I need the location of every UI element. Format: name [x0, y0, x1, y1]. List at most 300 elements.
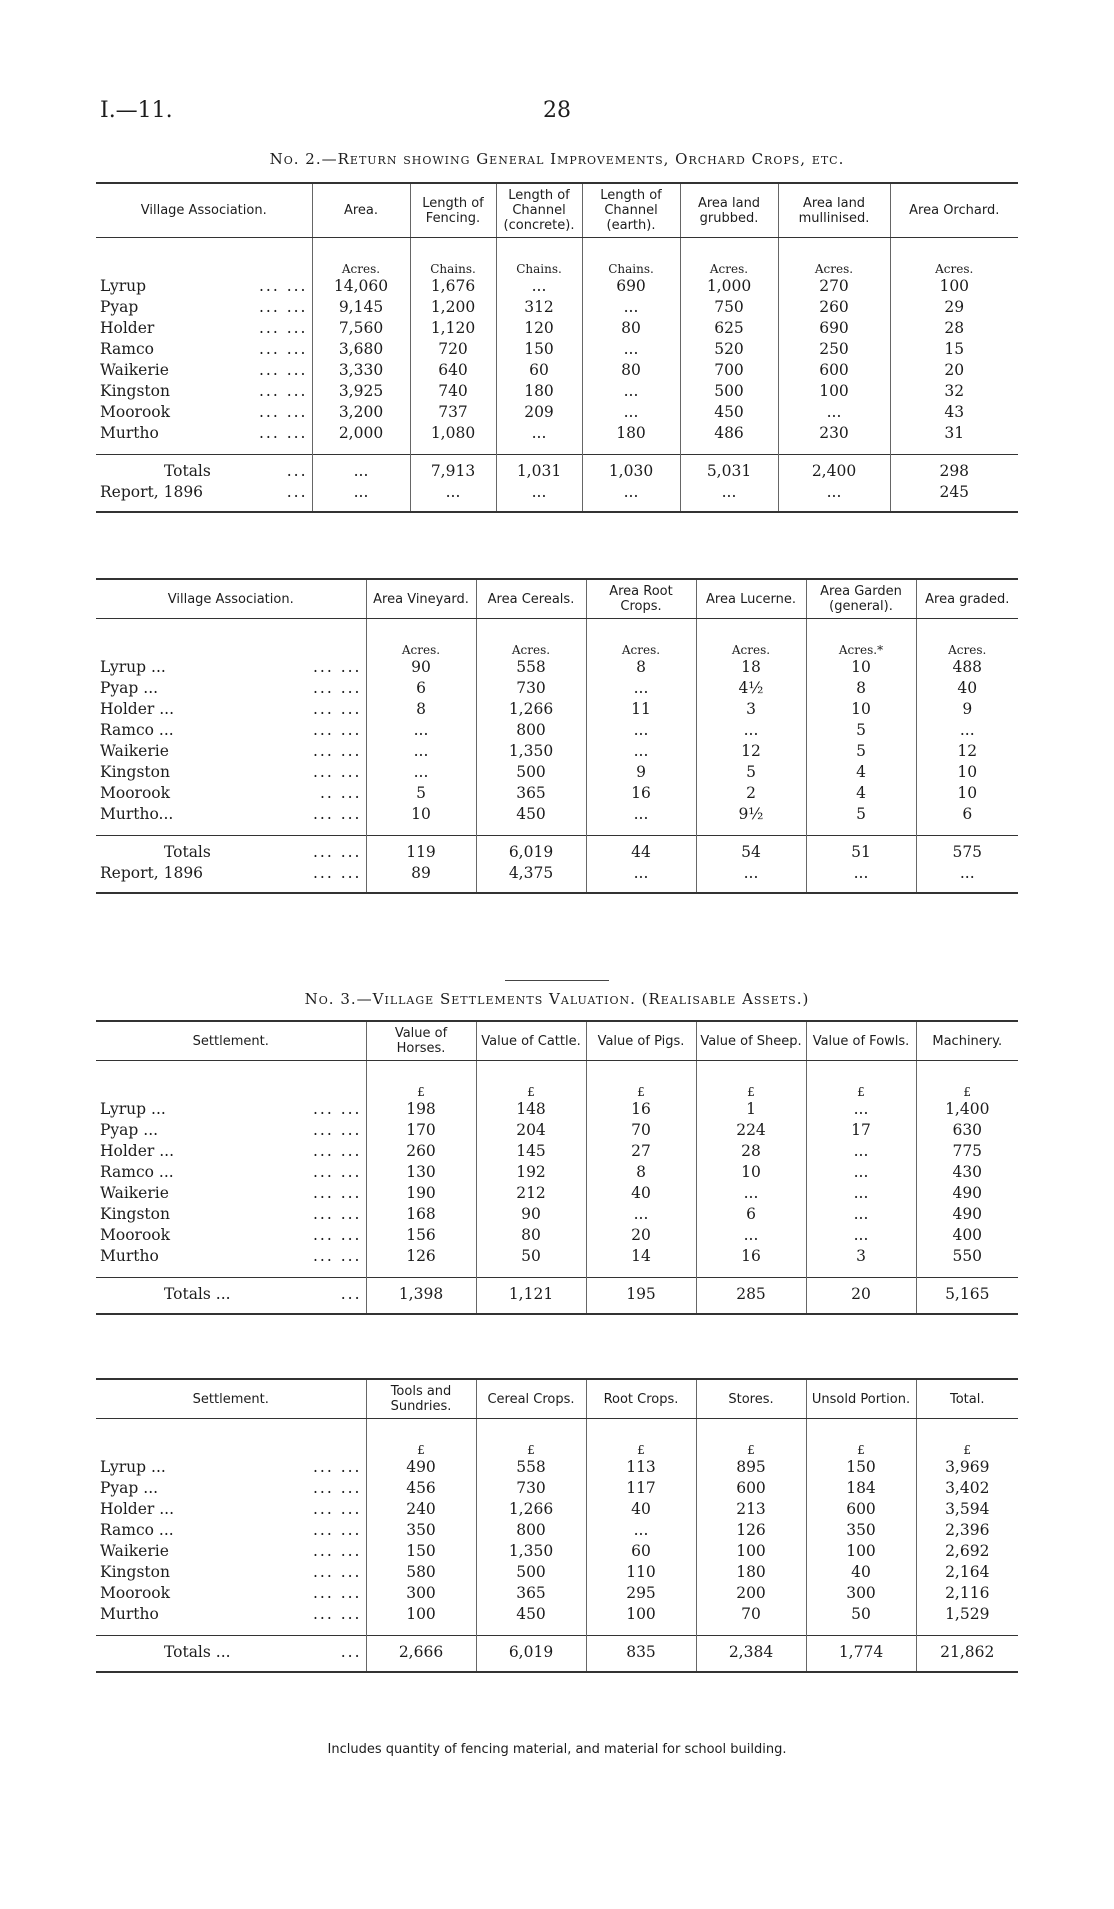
table-row — [96, 1520, 1018, 1541]
value-cell: 90 — [476, 1204, 586, 1225]
units-row — [96, 238, 1018, 277]
value-cell: 600 — [696, 1478, 806, 1499]
value-cell: 50 — [476, 1246, 586, 1278]
total-value-cell: 4,375 — [476, 863, 586, 893]
value-cell: 1,000 — [680, 276, 778, 297]
settlement-name: Moorook — [100, 1584, 170, 1602]
settlement-name: Holder ... — [100, 1500, 175, 1518]
value-cell: 9½ — [696, 804, 806, 836]
leader-dots: ... ... — [313, 1184, 362, 1202]
settlement-name: Ramco — [100, 340, 154, 358]
page-number: 28 — [543, 98, 571, 123]
value-cell: 150 — [806, 1457, 916, 1478]
settlement-name: Murtho... — [100, 805, 174, 823]
unit-cell: Acres. — [916, 619, 1018, 658]
row-label — [96, 1162, 366, 1183]
table-row — [96, 741, 1018, 762]
value-cell: 580 — [366, 1562, 476, 1583]
total-value-cell: 51 — [806, 836, 916, 864]
settlement-name: Kingston — [100, 763, 170, 781]
value-cell: 690 — [778, 318, 890, 339]
unit-cell: £ — [366, 1061, 476, 1100]
value-cell: 488 — [916, 657, 1018, 678]
value-cell: 224 — [696, 1120, 806, 1141]
row-label — [96, 455, 312, 483]
column-header: Area graded. — [916, 579, 1018, 619]
table-row — [96, 804, 1018, 836]
column-header: Settlement. — [96, 1021, 366, 1061]
row-label — [96, 1278, 366, 1315]
settlement-name: Holder ... — [100, 700, 175, 718]
value-cell: 130 — [366, 1162, 476, 1183]
value-cell: 40 — [586, 1499, 696, 1520]
value-cell: 5 — [806, 720, 916, 741]
value-cell: 720 — [410, 339, 496, 360]
value-cell: 70 — [586, 1120, 696, 1141]
row-label — [96, 423, 312, 455]
unit-cell: £ — [806, 1419, 916, 1458]
value-cell: 14,060 — [312, 276, 410, 297]
value-cell: 300 — [806, 1583, 916, 1604]
table-row — [96, 678, 1018, 699]
leader-dots: ... ... — [259, 403, 308, 421]
unit-cell: £ — [696, 1061, 806, 1100]
settlement-name: Moorook — [100, 784, 170, 802]
unit-cell: Acres.* — [806, 619, 916, 658]
leader-dots: ... ... — [259, 382, 308, 400]
unit-cell: £ — [806, 1061, 916, 1100]
row-label — [96, 297, 312, 318]
table-row — [96, 783, 1018, 804]
totals-label: Totals ... — [164, 1285, 231, 1303]
value-cell: 17 — [806, 1120, 916, 1141]
value-cell: 120 — [496, 318, 582, 339]
value-cell: 100 — [696, 1541, 806, 1562]
table-row — [96, 1141, 1018, 1162]
settlement-name: Ramco ... — [100, 721, 174, 739]
value-cell: 40 — [806, 1562, 916, 1583]
value-cell: 9 — [916, 699, 1018, 720]
value-cell: 490 — [366, 1457, 476, 1478]
total-value-cell: ... — [586, 863, 696, 893]
column-header: Length of Channel (concrete). — [496, 183, 582, 238]
value-cell: ... — [582, 339, 680, 360]
unit-cell: Acres. — [890, 238, 1018, 277]
leader-dots: ... ... — [313, 1247, 362, 1265]
total-value-cell: 1,031 — [496, 455, 582, 483]
value-cell: 11 — [586, 699, 696, 720]
value-cell: 750 — [680, 297, 778, 318]
value-cell: 80 — [582, 360, 680, 381]
table-row — [96, 402, 1018, 423]
row-label — [96, 1457, 366, 1478]
value-cell: 145 — [476, 1141, 586, 1162]
value-cell: 170 — [366, 1120, 476, 1141]
table-row — [96, 720, 1018, 741]
value-cell: 156 — [366, 1225, 476, 1246]
total-value-cell: 21,862 — [916, 1636, 1018, 1673]
value-cell: 3,594 — [916, 1499, 1018, 1520]
column-header: Area land mullinised. — [778, 183, 890, 238]
value-cell: 1,266 — [476, 699, 586, 720]
row-label — [96, 1562, 366, 1583]
row-label — [96, 1604, 366, 1636]
table-row — [96, 657, 1018, 678]
total-value-cell: 5,165 — [916, 1278, 1018, 1315]
total-value-cell: ... — [696, 863, 806, 893]
leader-dots: ... ... — [259, 340, 308, 358]
value-cell: 60 — [586, 1541, 696, 1562]
row-label — [96, 482, 312, 512]
unit-cell: Acres. — [696, 619, 806, 658]
value-cell: 630 — [916, 1120, 1018, 1141]
totals-row — [96, 482, 1018, 512]
value-cell: 10 — [806, 699, 916, 720]
value-cell: 4½ — [696, 678, 806, 699]
table-row — [96, 1562, 1018, 1583]
settlement-name: Lyrup ... — [100, 1100, 166, 1118]
value-cell: 3,969 — [916, 1457, 1018, 1478]
leader-dots: ... ... — [259, 319, 308, 337]
column-header: Stores. — [696, 1379, 806, 1419]
value-cell: 350 — [806, 1520, 916, 1541]
leader-dots: ... ... — [313, 843, 362, 861]
value-cell: 20 — [890, 360, 1018, 381]
value-cell: 730 — [476, 1478, 586, 1499]
total-value-cell: 6,019 — [476, 836, 586, 864]
column-header: Value of Fowls. — [806, 1021, 916, 1061]
section-divider — [505, 980, 609, 981]
table-row — [96, 1120, 1018, 1141]
header-row — [96, 183, 1018, 238]
value-cell: 365 — [476, 783, 586, 804]
total-value-cell: 1,030 — [582, 455, 680, 483]
row-label — [96, 381, 312, 402]
value-cell: 100 — [586, 1604, 696, 1636]
leader-dots: ... ... — [313, 700, 362, 718]
units-row — [96, 1061, 1018, 1100]
value-cell: 3,330 — [312, 360, 410, 381]
leader-dots: ... ... — [313, 1100, 362, 1118]
unit-cell: £ — [916, 1061, 1018, 1100]
table-row — [96, 1162, 1018, 1183]
value-cell: 5 — [696, 762, 806, 783]
value-cell: 690 — [582, 276, 680, 297]
value-cell: 2,396 — [916, 1520, 1018, 1541]
settlement-name: Holder — [100, 319, 155, 337]
unit-cell: Acres. — [680, 238, 778, 277]
value-cell: 558 — [476, 657, 586, 678]
leader-dots: ... ... — [313, 1205, 362, 1223]
value-cell: 12 — [916, 741, 1018, 762]
total-value-cell: ... — [312, 482, 410, 512]
totals-row — [96, 455, 1018, 483]
value-cell: 486 — [680, 423, 778, 455]
total-value-cell: 835 — [586, 1636, 696, 1673]
total-value-cell: ... — [410, 482, 496, 512]
section-2-title: No. 2.—Return showing General Improvements, Orchard Crops, etc. — [269, 150, 845, 168]
value-cell: 9,145 — [312, 297, 410, 318]
row-label — [96, 1120, 366, 1141]
value-cell: ... — [916, 720, 1018, 741]
leader-dots: ... ... — [313, 1500, 362, 1518]
row-label — [96, 783, 366, 804]
units-row — [96, 619, 1018, 658]
settlement-name: Kingston — [100, 382, 170, 400]
row-label — [96, 741, 366, 762]
value-cell: 1,400 — [916, 1099, 1018, 1120]
value-cell: 40 — [586, 1183, 696, 1204]
totals-row — [96, 1278, 1018, 1315]
value-cell: 150 — [366, 1541, 476, 1562]
value-cell: 148 — [476, 1099, 586, 1120]
value-cell: 625 — [680, 318, 778, 339]
row-label — [96, 863, 366, 893]
leader-dots: ... ... — [313, 658, 362, 676]
unit-cell: £ — [366, 1419, 476, 1458]
unit-cell: Chains. — [410, 238, 496, 277]
totals-label: Report, 1896 — [100, 483, 204, 501]
leader-dots: ... ... — [313, 1479, 362, 1497]
value-cell: 7,560 — [312, 318, 410, 339]
total-value-cell: 44 — [586, 836, 696, 864]
settlement-name: Murtho — [100, 1605, 159, 1623]
value-cell: 250 — [778, 339, 890, 360]
leader-dots: ... ... — [313, 721, 362, 739]
row-label — [96, 720, 366, 741]
value-cell: 12 — [696, 741, 806, 762]
value-cell: 10 — [916, 783, 1018, 804]
value-cell: 456 — [366, 1478, 476, 1499]
value-cell: 3 — [696, 699, 806, 720]
value-cell: 150 — [496, 339, 582, 360]
totals-label: Totals — [164, 462, 211, 480]
value-cell: 270 — [778, 276, 890, 297]
row-label — [96, 804, 366, 836]
value-cell: ... — [806, 1225, 916, 1246]
totals-label: Totals ... — [164, 1643, 231, 1661]
value-cell: ... — [586, 678, 696, 699]
value-cell: 558 — [476, 1457, 586, 1478]
value-cell: 3,680 — [312, 339, 410, 360]
settlement-name: Waikerie — [100, 361, 169, 379]
value-cell: 240 — [366, 1499, 476, 1520]
value-cell: 40 — [916, 678, 1018, 699]
leader-dots: ... ... — [259, 298, 308, 316]
total-value-cell: 245 — [890, 482, 1018, 512]
column-header: Root Crops. — [586, 1379, 696, 1419]
settlement-name: Pyap ... — [100, 1121, 159, 1139]
leader-dots: .. ... — [319, 784, 362, 802]
leader-dots: ... — [286, 462, 308, 480]
value-cell: ... — [778, 402, 890, 423]
value-cell: ... — [806, 1099, 916, 1120]
leader-dots: ... ... — [313, 742, 362, 760]
table-row — [96, 423, 1018, 455]
value-cell: 168 — [366, 1204, 476, 1225]
value-cell: 198 — [366, 1099, 476, 1120]
total-value-cell: 5,031 — [680, 455, 778, 483]
leader-dots: ... ... — [313, 763, 362, 781]
value-cell: 110 — [586, 1562, 696, 1583]
settlement-name: Pyap ... — [100, 679, 159, 697]
value-cell: ... — [696, 1183, 806, 1204]
row-label — [96, 762, 366, 783]
value-cell: 3,402 — [916, 1478, 1018, 1499]
value-cell: ... — [806, 1162, 916, 1183]
value-cell: 126 — [366, 1246, 476, 1278]
document-reference: I.—11. — [100, 98, 173, 123]
total-value-cell: 1,121 — [476, 1278, 586, 1315]
total-value-cell: 54 — [696, 836, 806, 864]
value-cell: 6 — [696, 1204, 806, 1225]
value-cell: 9 — [586, 762, 696, 783]
value-cell: 1,529 — [916, 1604, 1018, 1636]
livestock-valuation-table — [96, 1020, 1018, 1315]
value-cell: ... — [496, 423, 582, 455]
total-value-cell: 89 — [366, 863, 476, 893]
settlement-name: Kingston — [100, 1205, 170, 1223]
value-cell: ... — [586, 720, 696, 741]
table-row — [96, 1499, 1018, 1520]
value-cell: 16 — [586, 783, 696, 804]
total-value-cell: 195 — [586, 1278, 696, 1315]
unit-cell — [96, 238, 312, 277]
page-header — [0, 98, 1114, 132]
column-header: Area land grubbed. — [680, 183, 778, 238]
value-cell: 6 — [916, 804, 1018, 836]
leader-dots: ... ... — [313, 1542, 362, 1560]
value-cell: 180 — [696, 1562, 806, 1583]
row-label — [96, 1478, 366, 1499]
value-cell: 2,116 — [916, 1583, 1018, 1604]
value-cell: 260 — [778, 297, 890, 318]
value-cell: 4 — [806, 783, 916, 804]
total-value-cell: ... — [916, 863, 1018, 893]
settlement-name: Waikerie — [100, 742, 169, 760]
value-cell: 800 — [476, 1520, 586, 1541]
column-header: Area Root Crops. — [586, 579, 696, 619]
table-row — [96, 1183, 1018, 1204]
value-cell: 1,120 — [410, 318, 496, 339]
table-row — [96, 318, 1018, 339]
value-cell: 490 — [916, 1204, 1018, 1225]
value-cell: ... — [806, 1141, 916, 1162]
value-cell: 700 — [680, 360, 778, 381]
column-header: Village Association. — [96, 183, 312, 238]
value-cell: 80 — [476, 1225, 586, 1246]
value-cell: 100 — [890, 276, 1018, 297]
total-value-cell: 2,666 — [366, 1636, 476, 1673]
leader-dots: ... ... — [313, 1142, 362, 1160]
unit-cell: £ — [476, 1419, 586, 1458]
value-cell: ... — [366, 741, 476, 762]
unit-cell: Acres. — [476, 619, 586, 658]
total-value-cell: 119 — [366, 836, 476, 864]
column-header: Settlement. — [96, 1379, 366, 1419]
value-cell: 230 — [778, 423, 890, 455]
value-cell: 8 — [586, 1162, 696, 1183]
value-cell: ... — [696, 720, 806, 741]
value-cell: 10 — [806, 657, 916, 678]
row-label — [96, 1636, 366, 1673]
value-cell: 100 — [778, 381, 890, 402]
total-value-cell: 7,913 — [410, 455, 496, 483]
value-cell: 430 — [916, 1162, 1018, 1183]
value-cell: 90 — [366, 657, 476, 678]
leader-dots: ... ... — [313, 679, 362, 697]
column-header: Length of Channel (earth). — [582, 183, 680, 238]
value-cell: 490 — [916, 1183, 1018, 1204]
table-row — [96, 1099, 1018, 1120]
row-label — [96, 836, 366, 864]
table-row — [96, 762, 1018, 783]
table-row — [96, 1604, 1018, 1636]
row-label — [96, 402, 312, 423]
value-cell: ... — [806, 1183, 916, 1204]
value-cell: 3,925 — [312, 381, 410, 402]
value-cell: 212 — [476, 1183, 586, 1204]
settlement-name: Ramco ... — [100, 1163, 174, 1181]
value-cell: 2,164 — [916, 1562, 1018, 1583]
settlement-name: Waikerie — [100, 1184, 169, 1202]
value-cell: 740 — [410, 381, 496, 402]
table-row — [96, 339, 1018, 360]
value-cell: 204 — [476, 1120, 586, 1141]
leader-dots: ... ... — [259, 361, 308, 379]
leader-dots: ... — [340, 1285, 362, 1303]
value-cell: 730 — [476, 678, 586, 699]
total-value-cell: 2,400 — [778, 455, 890, 483]
row-label — [96, 318, 312, 339]
row-label — [96, 1541, 366, 1562]
value-cell: 1,350 — [476, 1541, 586, 1562]
totals-label: Totals — [164, 843, 211, 861]
unit-cell: Acres. — [778, 238, 890, 277]
unit-cell: Acres. — [586, 619, 696, 658]
row-label — [96, 1520, 366, 1541]
value-cell: 31 — [890, 423, 1018, 455]
improvements-table — [96, 182, 1018, 513]
orchard-crops-table — [96, 578, 1018, 894]
table-row — [96, 1541, 1018, 1562]
leader-dots: ... ... — [259, 277, 308, 295]
section-3-title: No. 3.—Village Settlements Valuation. (Realisable Assets.) — [304, 990, 810, 1008]
value-cell: 365 — [476, 1583, 586, 1604]
value-cell: 126 — [696, 1520, 806, 1541]
value-cell: 213 — [696, 1499, 806, 1520]
row-label — [96, 360, 312, 381]
leader-dots: ... ... — [313, 1605, 362, 1623]
column-header: Area Orchard. — [890, 183, 1018, 238]
table-row — [96, 1204, 1018, 1225]
unit-cell: Acres. — [366, 619, 476, 658]
total-value-cell: ... — [496, 482, 582, 512]
settlement-name: Lyrup — [100, 277, 147, 295]
unit-cell: £ — [916, 1419, 1018, 1458]
value-cell: 28 — [890, 318, 1018, 339]
unit-cell — [96, 619, 366, 658]
unit-cell: £ — [586, 1061, 696, 1100]
totals-label: Report, 1896 — [100, 864, 204, 882]
value-cell: 14 — [586, 1246, 696, 1278]
value-cell: 450 — [680, 402, 778, 423]
settlement-name: Moorook — [100, 403, 170, 421]
value-cell: 775 — [916, 1141, 1018, 1162]
total-value-cell: 1,398 — [366, 1278, 476, 1315]
row-label — [96, 1499, 366, 1520]
settlement-name: Pyap ... — [100, 1479, 159, 1497]
